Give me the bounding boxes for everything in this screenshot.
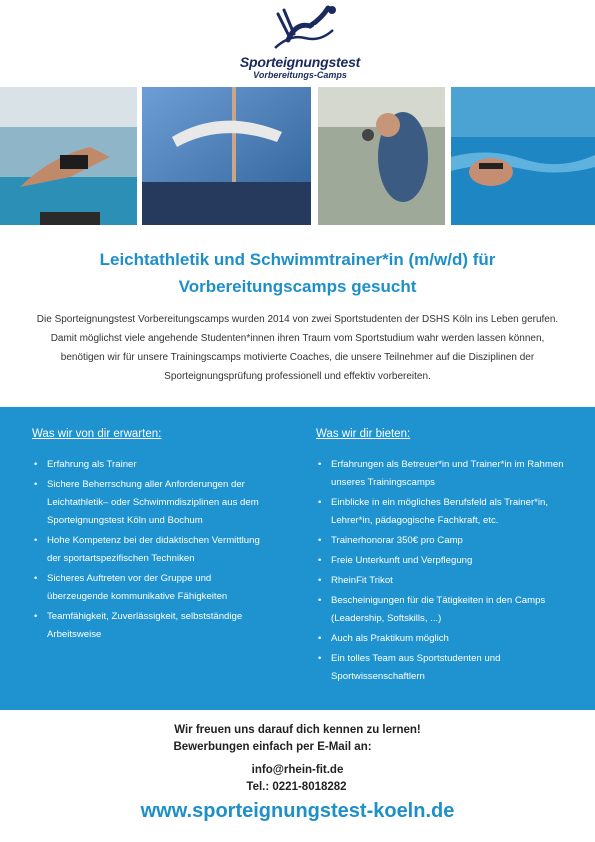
expectations-list	[32, 456, 272, 644]
photo-high-jump	[142, 87, 311, 225]
high-jumper-icon	[270, 4, 340, 56]
list-item: • Trainerhonorar 350€ pro Camp	[316, 532, 576, 550]
list-item: • RheinFit Trikot	[316, 572, 576, 590]
list-item: • Einblicke in ein mögliches Berufsfeld als Trainer*in, Lehrer*in, pädagogische Fachkraft, etc.	[316, 494, 576, 530]
intro-line: Damit möglichst viele angehende Studenten*innen ihren Traum vom Sportstudium wahr werden lassen können,	[50, 333, 545, 344]
photo-shot-put	[318, 87, 445, 225]
contact-section	[0, 722, 595, 823]
expectations-column	[32, 428, 272, 646]
headline	[0, 246, 595, 300]
headline-line-2: Vorbereitungscamps gesucht	[178, 277, 417, 296]
list-item: • Auch als Praktikum möglich	[316, 630, 576, 648]
headline-line-1: Leichtathletik und Schwimmtrainer*in (m/w/d) für	[99, 250, 496, 269]
list-item: • Sicheres Auftreten vor der Gruppe und überzeugende kommunikative Fähigkeiten	[32, 570, 272, 606]
photo-swimmer-crawl	[451, 87, 595, 225]
email-link[interactable]: info@rhein-fit.de	[251, 764, 344, 776]
list-item: • Ein tolles Team aus Sportstudenten und Sportwissenschaftlern	[316, 650, 576, 686]
phone-number[interactable]: Tel.: 0221-8018282	[246, 781, 347, 793]
photo-swimmer-dive	[0, 87, 137, 225]
intro-line: benötigen wir für unsere Trainingscamps motivierte Coaches, die unsere Teilnehmer auf die Disziplinen der	[60, 352, 535, 363]
website-link[interactable]: www.sporteignungstest-koeln.de	[140, 800, 455, 822]
photo-strip	[0, 87, 595, 225]
offer-title: Was wir dir bieten:	[316, 428, 411, 440]
logo-brand: Sporteignungstest	[239, 54, 361, 70]
apply-text: Bewerbungen einfach per E-Mail an:	[173, 741, 372, 753]
list-item: • Bescheinigungen für die Tätigkeiten in den Camps (Leadership, Softskills, ...)	[316, 592, 576, 628]
requirements-band	[0, 407, 595, 710]
expectations-title: Was wir von dir erwarten:	[32, 428, 162, 440]
intro-line: Die Sporteignungstest Vorbereitungscamps wurden 2014 von zwei Sportstudenten der DSHS Köln ins Leben gerufen.	[36, 314, 559, 325]
thanks-text: Wir freuen uns darauf dich kennen zu lernen!	[174, 724, 421, 736]
list-item: • Sichere Beherrschung aller Anforderungen der Leichtathletik– oder Schwimmdisziplinen aus dem Sporteignungstest Köln und Bochum	[32, 476, 272, 530]
logo	[230, 4, 370, 84]
logo-subtitle: Vorbereitungs-Camps	[253, 70, 347, 80]
intro-paragraph	[20, 310, 575, 386]
list-item: • Erfahrung als Trainer	[32, 456, 272, 474]
list-item: • Hohe Kompetenz bei der didaktischen Vermittlung der sportartspezifischen Techniken	[32, 532, 272, 568]
offer-list	[316, 456, 576, 686]
list-item: • Teamfähigkeit, Zuverlässigkeit, selbstständige Arbeitsweise	[32, 608, 272, 644]
offer-column	[316, 428, 576, 688]
list-item: • Erfahrungen als Betreuer*in und Trainer*in im Rahmen unseres Trainingscamps	[316, 456, 576, 492]
list-item: • Freie Unterkunft und Verpflegung	[316, 552, 576, 570]
intro-line: Sporteignungsprüfung professionell und effektiv vorbereiten.	[164, 371, 431, 382]
